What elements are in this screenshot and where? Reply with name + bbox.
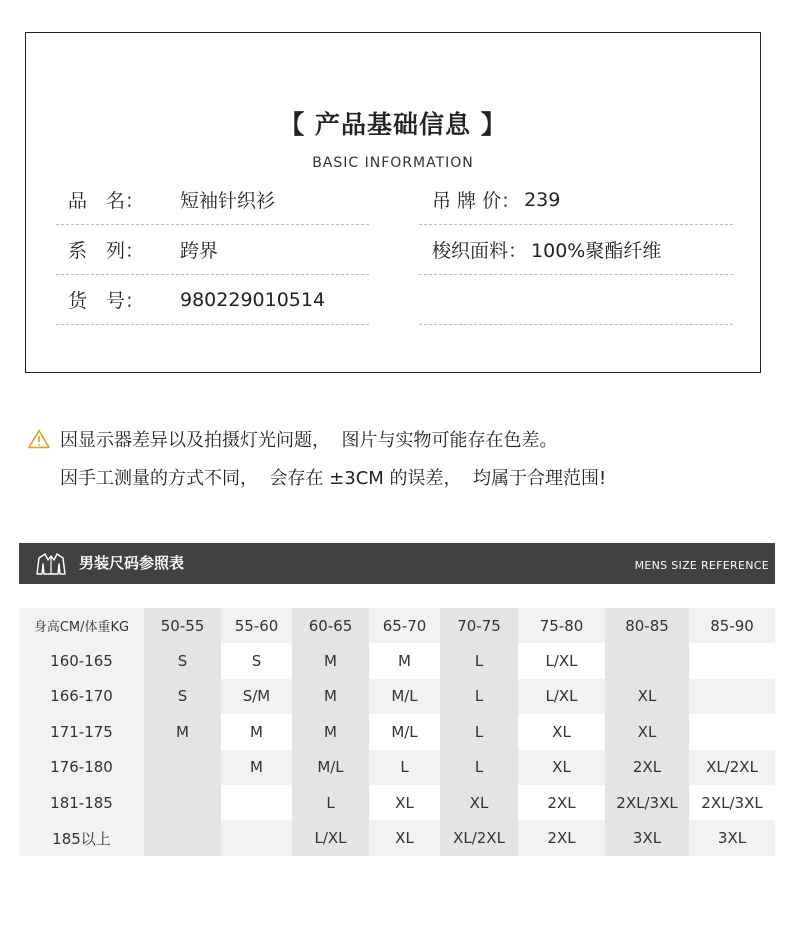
notice-line-2 (28, 458, 606, 496)
size-table-cell: XL (605, 679, 689, 714)
size-table-height-cell: 181-185 (19, 785, 144, 820)
size-table-cell (221, 820, 292, 855)
info-label: 梭织面料： (432, 240, 528, 262)
info-row-empty (419, 275, 733, 325)
size-table-row (19, 679, 775, 714)
info-value: 980229010514 (180, 288, 326, 311)
size-table-cell: 2XL (518, 820, 605, 855)
info-subtitle: BASIC INFORMATION (312, 155, 474, 171)
size-table-header-cell: 65-70 (369, 608, 440, 643)
info-row-series (56, 225, 369, 275)
notice-text-2: 因手工测量的方式不同， 会存在 ±3CM 的误差， 均属于合理范围! (60, 468, 607, 489)
info-label: 货 号： (68, 290, 145, 312)
size-table-cell: L (440, 679, 518, 714)
size-table-cell: XL (605, 714, 689, 749)
size-table-cell: 3XL (605, 820, 689, 855)
size-table-cell (144, 820, 221, 855)
size-table-cell: 2XL/3XL (689, 785, 775, 820)
size-table-cell: XL (369, 785, 440, 820)
size-table-cell: L (292, 785, 369, 820)
info-label: 系 列： (68, 240, 145, 262)
size-table-height-cell: 185以上 (19, 820, 144, 855)
info-value: 100%聚酯纤维 (531, 240, 662, 262)
size-table-header-row (19, 608, 775, 643)
size-table-row (19, 750, 775, 785)
size-table-height-cell: 166-170 (19, 679, 144, 714)
size-table-cell: S (144, 679, 221, 714)
size-table-header-cell: 70-75 (440, 608, 518, 643)
size-table-cell: S/M (221, 679, 292, 714)
size-table-cell: L (440, 750, 518, 785)
notice-line-1 (28, 420, 606, 458)
size-table-cell: XL/2XL (689, 750, 775, 785)
size-chart-title: 男装尺码参照表 (79, 554, 185, 572)
size-table-cell (689, 643, 775, 678)
info-row-price (419, 175, 733, 225)
size-table-header-cell: 80-85 (605, 608, 689, 643)
size-table-cell: XL (440, 785, 518, 820)
size-table-cell: M (292, 643, 369, 678)
size-table-cell: 2XL (518, 785, 605, 820)
size-table-cell: L/XL (292, 820, 369, 855)
size-table-cell: XL (518, 750, 605, 785)
notice-text-1: 因显示器差异以及拍摄灯光问题， 图片与实物可能存在色差。 (60, 430, 558, 451)
size-table-header-cell: 85-90 (689, 608, 775, 643)
size-table-header-cell: 50-55 (144, 608, 221, 643)
size-table-header-cell: 身高CM/体重KG (19, 608, 144, 643)
size-table-cell: XL/2XL (440, 820, 518, 855)
warning-icon (28, 429, 50, 449)
size-table-header-cell: 75-80 (518, 608, 605, 643)
shirt-logo-icon (36, 552, 66, 576)
size-table-cell: M (369, 643, 440, 678)
size-table-cell: 3XL (689, 820, 775, 855)
size-table-cell: M (221, 714, 292, 749)
color-notice (28, 420, 606, 496)
info-row-name (56, 175, 369, 225)
size-chart-header (19, 543, 775, 584)
size-table-cell: L/XL (518, 679, 605, 714)
info-value: 239 (524, 188, 561, 211)
size-table-cell (144, 750, 221, 785)
size-table-cell: M (144, 714, 221, 749)
size-table-cell: M (221, 750, 292, 785)
info-label: 吊 牌 价： (432, 190, 521, 212)
size-table-cell: XL (369, 820, 440, 855)
size-table-cell: M (292, 679, 369, 714)
size-table-row (19, 820, 775, 855)
size-table-cell: L (440, 714, 518, 749)
size-table-cell: M (292, 714, 369, 749)
size-table-cell: S (221, 643, 292, 678)
size-table-cell: S (144, 643, 221, 678)
size-table-height-cell: 160-165 (19, 643, 144, 678)
size-table-cell (689, 714, 775, 749)
size-table-cell (144, 785, 221, 820)
size-table-cell: M/L (369, 679, 440, 714)
size-table-cell: 2XL (605, 750, 689, 785)
size-table-cell: L (369, 750, 440, 785)
size-table-cell: L/XL (518, 643, 605, 678)
size-table-cell (221, 785, 292, 820)
size-chart-subtitle: MENS SIZE REFERENCE (634, 559, 769, 572)
size-table-cell: 2XL/3XL (605, 785, 689, 820)
info-row-item-number (56, 275, 369, 325)
info-row-fabric (419, 225, 733, 275)
size-table-cell: M/L (369, 714, 440, 749)
size-table-row (19, 643, 775, 678)
size-table-cell (689, 679, 775, 714)
size-table-height-cell: 171-175 (19, 714, 144, 749)
info-value: 跨界 (180, 240, 219, 262)
size-table-height-cell: 176-180 (19, 750, 144, 785)
size-table-cell (605, 643, 689, 678)
info-value: 短袖针织衫 (180, 190, 276, 212)
size-table-header-cell: 60-65 (292, 608, 369, 643)
size-table-cell: L (440, 643, 518, 678)
size-table-cell: XL (518, 714, 605, 749)
size-table-row (19, 785, 775, 820)
size-table (19, 608, 775, 856)
size-table-header-cell: 55-60 (221, 608, 292, 643)
info-title: 【 产品基础信息 】 (279, 110, 507, 139)
size-table-row (19, 714, 775, 749)
size-table-cell: M/L (292, 750, 369, 785)
info-label: 品 名： (68, 190, 145, 212)
